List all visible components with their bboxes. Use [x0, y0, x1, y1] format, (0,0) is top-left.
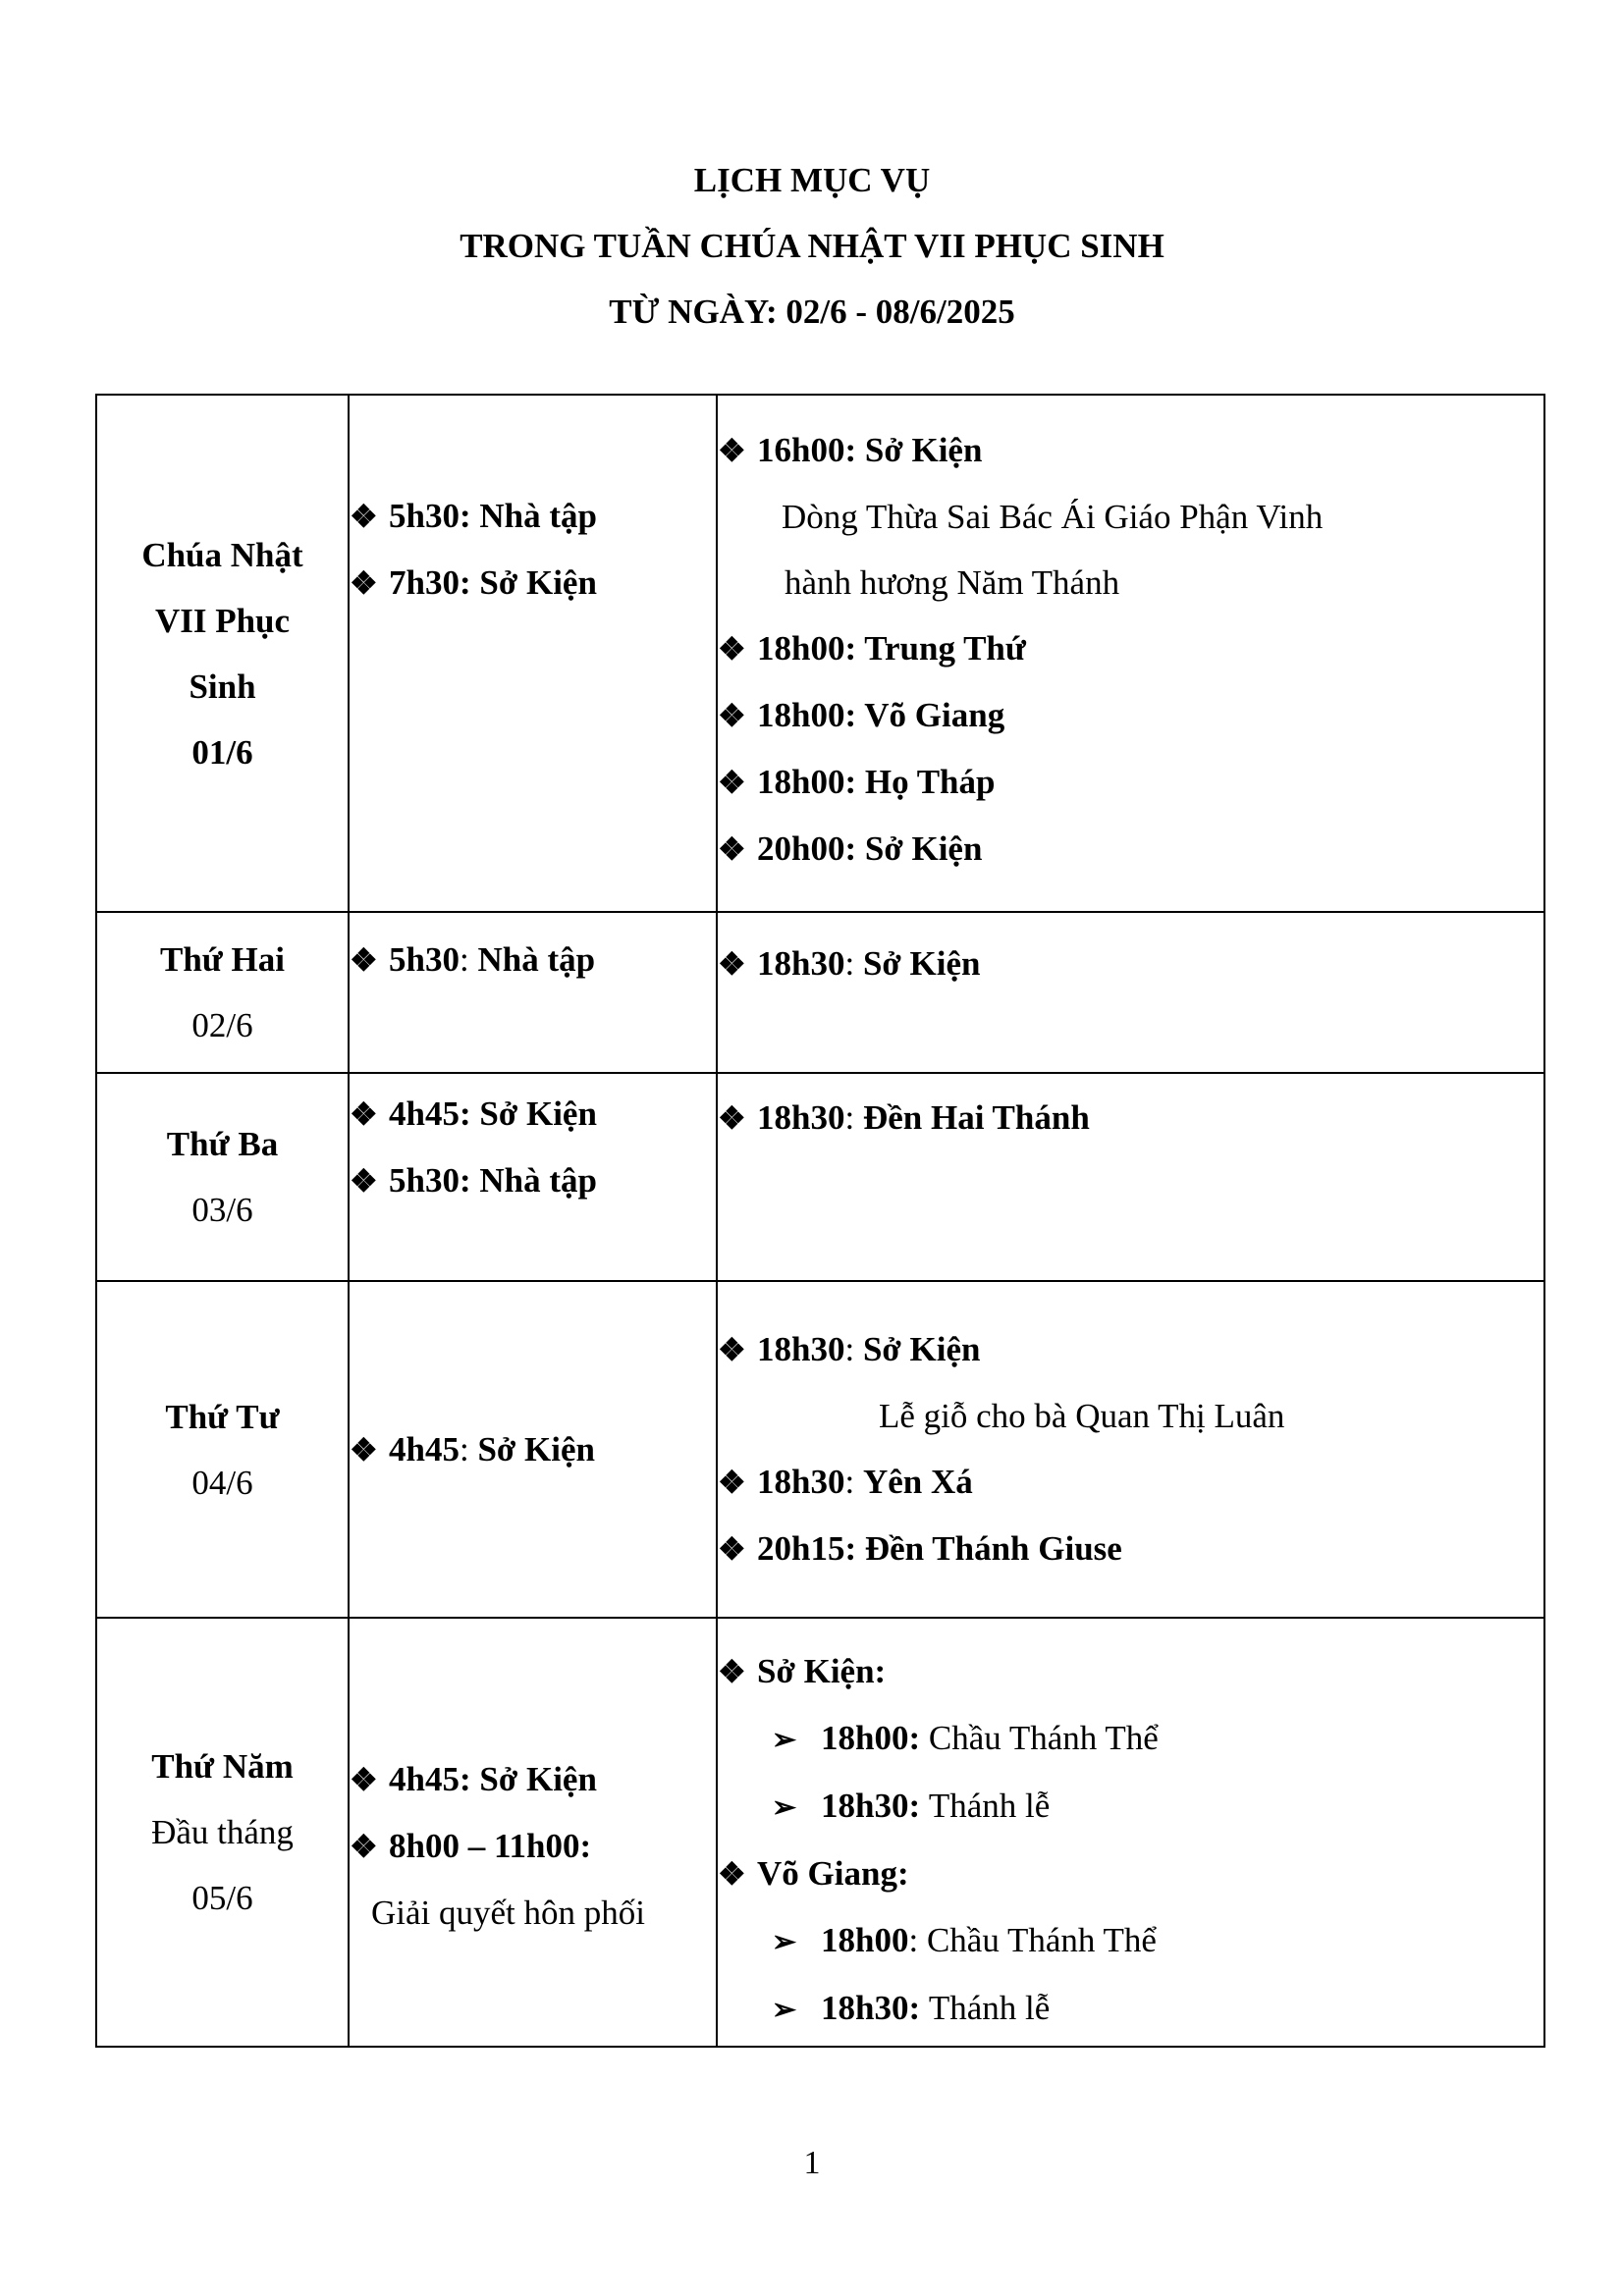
diamond-bullet-icon: ❖ [718, 1332, 746, 1367]
note: Lễ giỗ cho bà Quan Thị Luân [879, 1397, 1285, 1435]
list-item: ❖ 8h00 – 11h00: [350, 1813, 716, 1880]
diamond-bullet-icon: ❖ [718, 1654, 746, 1689]
sub-list-item: ➢ 18h30: Thánh lễ [718, 1773, 1543, 1841]
list-item: ❖ 16h00: Sở Kiện [718, 417, 1543, 484]
list-item: ❖ 5h30: Nhà tập [350, 1148, 716, 1214]
place: Nhà tập [479, 497, 597, 535]
list-item: ❖ 18h30: Sở Kiện [718, 931, 1543, 997]
diamond-bullet-icon: ❖ [718, 1856, 746, 1892]
morning-cell [349, 395, 717, 912]
diamond-bullet-icon: ❖ [350, 942, 378, 978]
evening-cell [717, 1073, 1544, 1281]
day-date: 04/6 [191, 1463, 253, 1502]
day-label: Thứ Hai [159, 940, 285, 979]
list-item: ❖ 5h30: Nhà tập [350, 483, 716, 550]
diamond-bullet-icon: ❖ [718, 765, 746, 800]
evening-cell [717, 395, 1544, 912]
time: 7h30 [389, 563, 460, 602]
day-label: Chúa Nhật [141, 535, 303, 574]
morning-cell [349, 1073, 717, 1281]
diamond-bullet-icon: ❖ [350, 499, 378, 534]
list-item: ❖ 18h30: Sở Kiện [718, 1316, 1543, 1383]
list-item: ❖ 5h30: Nhà tập [350, 927, 716, 993]
evening-cell [717, 1618, 1544, 2047]
diamond-bullet-icon: ❖ [718, 433, 746, 468]
day-cell [96, 1618, 349, 2047]
morning-cell [349, 1281, 717, 1618]
diamond-bullet-icon: ❖ [350, 1096, 378, 1132]
list-item: ❖ 18h00: Trung Thứ [718, 615, 1543, 682]
day-date: 01/6 [191, 732, 253, 772]
day-cell [96, 1281, 349, 1618]
note: Giải quyết hôn phối [371, 1894, 645, 1932]
table-row [96, 395, 1544, 912]
table-row [96, 1618, 1544, 2047]
arrowhead-bullet-icon: ➢ [772, 1926, 797, 1958]
sub-list-item: ➢ 18h30: Thánh lễ [718, 1975, 1543, 2043]
day-date: 05/6 [191, 1879, 253, 1917]
arrowhead-bullet-icon: ➢ [772, 1791, 797, 1824]
document-header [0, 147, 1624, 345]
diamond-bullet-icon: ❖ [718, 698, 746, 733]
title-line-3: TỪ NGÀY: 02/6 - 08/6/2025 [609, 293, 1015, 331]
day-label: Thứ Ba [166, 1125, 279, 1163]
list-item: ❖ 7h30: Sở Kiện [350, 550, 716, 616]
day-label: VII Phục [154, 601, 291, 640]
day-label: Sinh [189, 667, 256, 706]
list-item: ❖ 20h00: Sở Kiện [718, 816, 1543, 882]
list-item: ❖ 4h45: Sở Kiện [350, 1081, 716, 1148]
page-number: 1 [803, 2145, 821, 2181]
diamond-bullet-icon: ❖ [350, 1762, 378, 1797]
note: hành hương Năm Thánh [785, 563, 1120, 602]
list-item: ❖ 20h15: Đền Thánh Giuse [718, 1516, 1543, 1582]
list-item: ❖ 18h30: Đền Hai Thánh [718, 1085, 1543, 1151]
sub-list-item: ➢ 18h00: Chầu Thánh Thể [718, 1705, 1543, 1773]
arrowhead-bullet-icon: ➢ [772, 1724, 797, 1756]
diamond-bullet-icon: ❖ [350, 1829, 378, 1864]
diamond-bullet-icon: ❖ [718, 831, 746, 867]
morning-cell [349, 912, 717, 1073]
diamond-bullet-icon: ❖ [718, 946, 746, 982]
diamond-bullet-icon: ❖ [350, 1431, 378, 1468]
diamond-bullet-icon: ❖ [350, 1163, 378, 1199]
table-row [96, 1281, 1544, 1618]
note: Dòng Thừa Sai Bác Ái Giáo Phận Vinh [782, 498, 1324, 536]
diamond-bullet-icon: ❖ [718, 1531, 746, 1567]
list-item: ❖ 18h00: Họ Tháp [718, 749, 1543, 816]
day-cell [96, 395, 349, 912]
morning-cell [349, 1618, 717, 2047]
time: 5h30 [389, 497, 460, 535]
place: Sở Kiện [479, 563, 597, 602]
diamond-bullet-icon: ❖ [350, 565, 378, 601]
list-item: ❖ 4h45: Sở Kiện [350, 1746, 716, 1813]
day-date: 02/6 [191, 1006, 253, 1044]
day-cell [96, 1073, 349, 1281]
day-label: Thứ Năm [151, 1747, 294, 1786]
sub-list-item: ➢ 18h00: Chầu Thánh Thể [718, 1907, 1543, 1975]
evening-cell [717, 912, 1544, 1073]
list-item: ❖ 18h00: Võ Giang [718, 682, 1543, 749]
day-date: 03/6 [191, 1191, 253, 1229]
arrowhead-bullet-icon: ➢ [772, 1994, 797, 2026]
diamond-bullet-icon: ❖ [718, 631, 746, 667]
table-row [96, 1073, 1544, 1281]
table-row [96, 912, 1544, 1073]
day-note: Đầu tháng [151, 1813, 294, 1851]
title-line-1: LỊCH MỤC VỤ [693, 161, 931, 199]
schedule-table [95, 394, 1545, 2048]
evening-cell [717, 1281, 1544, 1618]
diamond-bullet-icon: ❖ [718, 1465, 746, 1500]
diamond-bullet-icon: ❖ [718, 1100, 746, 1136]
list-item: ❖ 18h30: Yên Xá [718, 1449, 1543, 1516]
list-item: ❖ Võ Giang: [718, 1841, 1543, 1907]
list-item: ❖ 4h45: Sở Kiện [350, 1416, 716, 1483]
list-item: ❖ Sở Kiện: [718, 1638, 1543, 1705]
title-line-2: TRONG TUẦN CHÚA NHẬT VII PHỤC SINH [460, 227, 1164, 265]
day-cell [96, 912, 349, 1073]
day-label: Thứ Tư [165, 1397, 280, 1436]
